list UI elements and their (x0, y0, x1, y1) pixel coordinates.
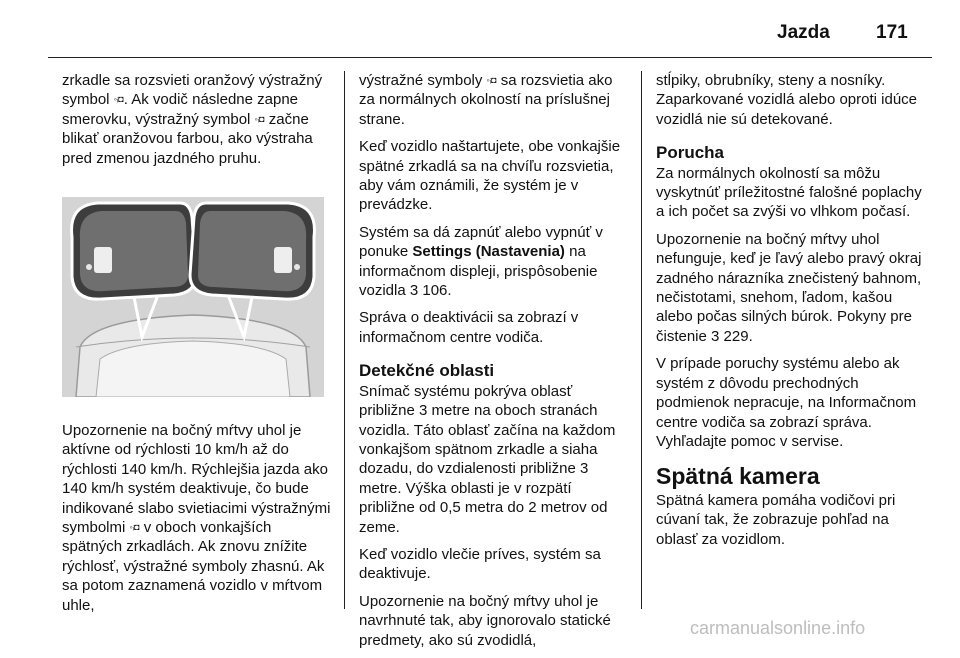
column-divider-2 (641, 71, 642, 609)
menu-reference: Settings (Nastavenia) (412, 243, 565, 261)
watermark: carmanualsonline.info (690, 618, 866, 638)
column-2 (359, 71, 631, 658)
paragraph: Za normálnych okolností sa môžu vyskytnúť príležitostné falošné poplachy a ich počet sa zvýši vo vlhkom počasí. (656, 164, 922, 221)
blind-spot-warning-icon: ◦ᵢ◘ (129, 522, 140, 533)
paragraph: Upozornenie na bočný mŕtvy uhol je aktívne od rýchlosti 10 km/h až do rýchlosti 140 km/h. Rýchlejšia jazda ako 140 km/h systém deaktivuje, čo bude indikované slabo svietiacimi výstražnými symbolmi ◦ᵢ◘ v oboch vonkajších spätných zrkadlách. Ak znovu znížite rýchlosť, výstražné symboly zhasnú. Ak sa potom zaznamená vozidlo v mŕtvom uhle, (62, 422, 331, 614)
blind-spot-warning-icon: ◦ᵢ◘ (113, 94, 124, 105)
subheading: Detekčné oblasti (359, 361, 495, 381)
paragraph: Systém sa dá zapnúť alebo vypnúť v ponuke Settings (Nastavenia) na informačnom displeji, prispôsobenie vozidla 3 106. (359, 223, 603, 300)
paragraph: zrkadle sa rozsvieti oranžový výstražný symbol ◦ᵢ◘. Ak vodič následne zapne smerovku, výstražný symbol ◦ᵢ◘ začne blikať oranžovou farbou, ako výstraha pred zmenou jazdného pruhu. (62, 72, 323, 167)
paragraph: Snímač systému pokrýva oblasť približne 3 metre na oboch stranách vozidla. Táto oblasť začína na každom vonkajšom spätnom zrkadle a siaha dozadu, do vzdialenosti približne 3 metre. Výška oblasti je v rozpätí približne od 0,5 metra do 2 metrov od zeme. (359, 382, 616, 536)
mirror-illustration (62, 197, 324, 397)
page-number: 171 (876, 22, 908, 43)
paragraph: výstražné symboly ◦ᵢ◘ sa rozsvietia ako za normálnych okolností na príslušnej strane. (359, 72, 613, 128)
paragraph: Upozornenie na bočný mŕtvy uhol nefunguje, keď je ľavý alebo pravý okraj zadného nárazníka znečistený bahnom, nečistotami, snehom, ľadom, kašou alebo počas silných búrok. Pokyny pre čistenie 3 229. (656, 230, 922, 345)
section-heading: Spätná kamera (656, 463, 820, 490)
column-3 (656, 71, 928, 557)
paragraph: Keď vozidlo naštartujete, obe vonkajšie spätné zrkadlá sa na chvíľu rozsvietia, aby vám oznámili, že systém je v prevádzke. (359, 138, 621, 214)
page-reference: 3 229. (711, 327, 753, 345)
paragraph: Upozornenie na bočný mŕtvy uhol je navrhnuté tak, aby ignorovalo statické predmety, ako sú zvodidlá, (359, 592, 611, 649)
page-header (0, 0, 960, 60)
paragraph: Správa o deaktivácii sa zobrazí v informačnom centre vodiča. (359, 309, 579, 346)
blind-spot-warning-icon: ◦ᵢ◘ (486, 75, 497, 85)
header-rule (48, 57, 932, 58)
column-1 (62, 71, 332, 176)
paragraph: Keď vozidlo vlečie príves, systém sa deaktivuje. (359, 545, 601, 583)
blind-spot-warning-icon: ◦ᵢ◘ (254, 113, 265, 124)
page-reference: 3 106. (409, 282, 452, 300)
mirror-illustration-svg (62, 197, 324, 397)
column-divider-1 (344, 71, 345, 609)
paragraph: stĺpiky, obrubníky, steny a nosníky. Zaparkované vozidlá alebo oproti idúce vozidlá nie sú detekované. (656, 72, 917, 128)
subheading: Porucha (656, 143, 725, 163)
paragraph: V prípade poruchy systému alebo ak systém z dôvodu prechodných podmienok nepracuje, na Informačnom centre vodiča sa zobrazí správa. Vyhľadajte pomoc v servise. (656, 355, 917, 450)
column-1-continued (62, 421, 332, 623)
paragraph: Spätná kamera pomáha vodičovi pri cúvaní tak, že zobrazuje pohľad na oblasť za vozidlom. (656, 491, 896, 548)
section-title: Jazda (777, 22, 830, 43)
